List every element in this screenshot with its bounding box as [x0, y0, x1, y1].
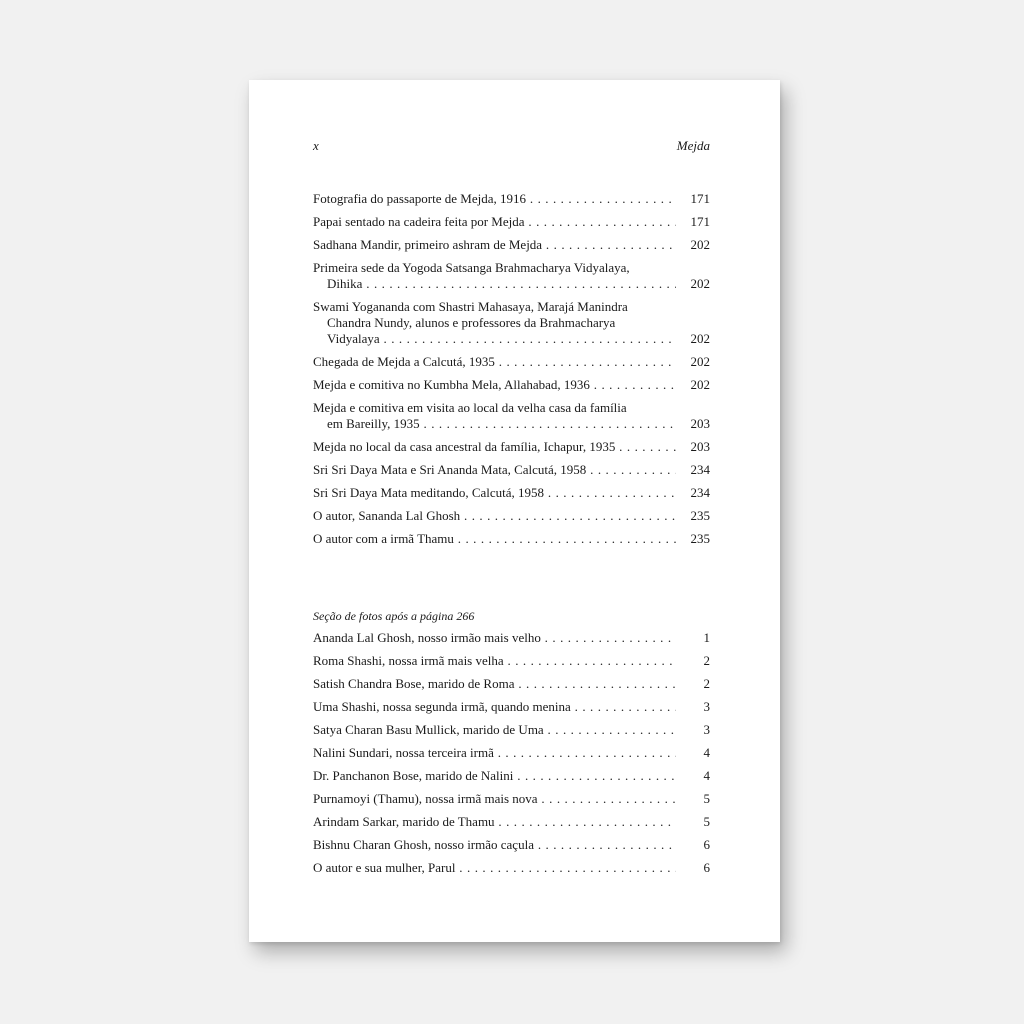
entry-line: Primeira sede da Yogoda Satsanga Brahmacharya Vidyalaya, — [313, 260, 630, 275]
entry-caption — [313, 439, 676, 455]
toc-entry — [313, 837, 710, 853]
entry-line: Fotografia do passaporte de Mejda, 1916 . . . — [313, 191, 676, 207]
photo-section-list — [313, 608, 710, 883]
entry-page-number: 1 — [676, 630, 710, 646]
entry-caption — [313, 814, 676, 830]
toc-entry — [313, 653, 710, 669]
entry-page-number: 202 — [676, 331, 710, 347]
entry-caption — [313, 722, 676, 738]
entry-page-number: 6 — [676, 860, 710, 876]
entry-caption — [313, 791, 676, 807]
toc-entry — [313, 630, 710, 646]
entry-page-number: 202 — [676, 377, 710, 393]
entry-caption — [313, 485, 676, 501]
toc-entry — [313, 791, 710, 807]
entry-page-number: 202 — [676, 276, 710, 292]
entry-line: Roma Shashi, nossa irmã mais velha . . . — [313, 653, 676, 669]
entry-page-number: 203 — [676, 439, 710, 455]
entry-caption — [313, 237, 676, 253]
entry-line: em Bareilly, 1935 . . . — [313, 416, 676, 432]
toc-entry — [313, 462, 710, 478]
entry-line: Mejda no local da casa ancestral da família, Ichapur, 1935 . . . — [313, 439, 676, 455]
toc-entry — [313, 860, 710, 876]
entry-line: Uma Shashi, nossa segunda irmã, quando menina . . . — [313, 699, 676, 715]
entry-line: Bishnu Charan Ghosh, nosso irmão caçula . . . — [313, 837, 676, 853]
entry-caption — [313, 745, 676, 761]
entry-page-number: 234 — [676, 462, 710, 478]
entry-caption — [313, 508, 676, 524]
toc-entry — [313, 722, 710, 738]
entry-line: Chegada de Mejda a Calcutá, 1935 . . . — [313, 354, 676, 370]
entry-line: Swami Yogananda com Shastri Mahasaya, Marajá Manindra — [313, 299, 628, 314]
entry-caption — [313, 699, 676, 715]
toc-entry — [313, 676, 710, 692]
toc-entry — [313, 377, 710, 393]
entry-caption — [313, 653, 676, 669]
entry-page-number: 235 — [676, 531, 710, 547]
entry-page-number: 3 — [676, 699, 710, 715]
illustrations-list — [313, 191, 710, 554]
entry-page-number: 3 — [676, 722, 710, 738]
toc-entry — [313, 508, 710, 524]
toc-entry — [313, 354, 710, 370]
entry-caption — [313, 260, 676, 292]
entry-line: Purnamoyi (Thamu), nossa irmã mais nova . . . — [313, 791, 676, 807]
entry-caption — [313, 377, 676, 393]
entry-page-number: 5 — [676, 814, 710, 830]
entry-line: Satish Chandra Bose, marido de Roma . . . — [313, 676, 676, 692]
entry-line: Ananda Lal Ghosh, nosso irmão mais velho . . . — [313, 630, 676, 646]
entry-page-number: 203 — [676, 416, 710, 432]
page-number: x — [313, 138, 319, 153]
toc-entry — [313, 745, 710, 761]
book-page — [249, 80, 780, 942]
entry-caption — [313, 768, 676, 784]
toc-entry — [313, 814, 710, 830]
entry-page-number: 171 — [676, 214, 710, 230]
entry-line: Dr. Panchanon Bose, marido de Nalini . . . — [313, 768, 676, 784]
running-head — [313, 138, 710, 156]
entry-caption — [313, 299, 676, 347]
entry-caption — [313, 676, 676, 692]
entry-line: Mejda e comitiva no Kumbha Mela, Allahabad, 1936 . . . — [313, 377, 676, 393]
entry-line: Nalini Sundari, nossa terceira irmã . . . — [313, 745, 676, 761]
entry-line: Papai sentado na cadeira feita por Mejda . . . — [313, 214, 676, 230]
entry-line: Dihika . . . — [313, 276, 676, 292]
toc-entry — [313, 485, 710, 501]
toc-entry — [313, 531, 710, 547]
entry-caption — [313, 462, 676, 478]
entry-page-number: 4 — [676, 768, 710, 784]
entry-line: O autor e sua mulher, Parul . . . — [313, 860, 676, 876]
entry-caption — [313, 214, 676, 230]
toc-entry — [313, 260, 710, 292]
entry-line: O autor com a irmã Thamu . . . — [313, 531, 676, 547]
toc-entry — [313, 400, 710, 432]
entry-page-number: 202 — [676, 354, 710, 370]
entry-line: Sri Sri Daya Mata meditando, Calcutá, 1958 . . . — [313, 485, 676, 501]
entry-page-number: 202 — [676, 237, 710, 253]
entry-line: Arindam Sarkar, marido de Thamu . . . — [313, 814, 676, 830]
entry-caption — [313, 191, 676, 207]
toc-entry — [313, 191, 710, 207]
entry-page-number: 2 — [676, 653, 710, 669]
entry-caption — [313, 354, 676, 370]
entry-page-number: 2 — [676, 676, 710, 692]
entry-page-number: 235 — [676, 508, 710, 524]
entry-caption — [313, 400, 676, 432]
entry-caption — [313, 630, 676, 646]
entry-line: Vidyalaya . . . — [313, 331, 676, 347]
toc-entry — [313, 237, 710, 253]
section-title: Seção de fotos após a página 266 — [313, 609, 475, 623]
entry-line: Chandra Nundy, alunos e professores da Brahmacharya — [327, 315, 616, 330]
toc-entry — [313, 768, 710, 784]
toc-entry — [313, 214, 710, 230]
toc-entry — [313, 299, 710, 347]
photo-entries — [313, 630, 710, 876]
entry-line: Satya Charan Basu Mullick, marido de Uma . . . — [313, 722, 676, 738]
entry-line: Mejda e comitiva em visita ao local da velha casa da família — [313, 400, 627, 415]
entry-line: Sadhana Mandir, primeiro ashram de Mejda . . . — [313, 237, 676, 253]
entry-page-number: 5 — [676, 791, 710, 807]
entry-line: O autor, Sananda Lal Ghosh . . . — [313, 508, 676, 524]
toc-entry — [313, 699, 710, 715]
entry-page-number: 6 — [676, 837, 710, 853]
entry-caption — [313, 531, 676, 547]
toc-entry — [313, 439, 710, 455]
entry-page-number: 4 — [676, 745, 710, 761]
entry-caption — [313, 860, 676, 876]
entry-line: Sri Sri Daya Mata e Sri Ananda Mata, Calcutá, 1958 . . . — [313, 462, 676, 478]
entry-page-number: 234 — [676, 485, 710, 501]
running-title: Mejda — [676, 138, 710, 153]
entry-page-number: 171 — [676, 191, 710, 207]
entry-caption — [313, 837, 676, 853]
